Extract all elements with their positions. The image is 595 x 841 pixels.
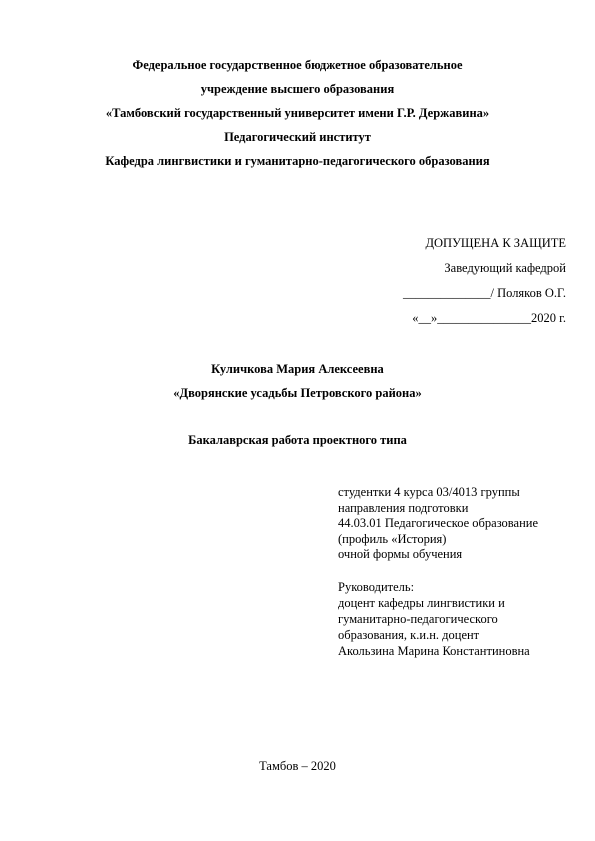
student-direction: 44.03.01 Педагогическое образование [338,516,539,530]
supervisor-name: Акользина Марина Константиновна [338,644,530,658]
supervisor-line-2: гуманитарно-педагогического [338,612,498,626]
author-name: Куличкова Мария Алексеевна [211,362,384,376]
approval-position: Заведующий кафедрой [444,261,566,275]
university-name: «Тамбовский государственный университет имени Г.Р. Державина» [105,106,490,120]
work-title: «Дворянские усадьбы Петровского района» [173,386,422,400]
approval-date: «__»_______________2020 г. [412,311,566,325]
institution-line-1: Федеральное государственное бюджетное образовательное [132,58,463,72]
supervisor-line-3: образования, к.и.н. доцент [338,628,480,642]
supervisor-label: Руководитель: [338,580,415,594]
student-study-form: очной формы обучения [338,547,463,561]
approval-title: ДОПУЩЕНА К ЗАЩИТЕ [425,236,566,250]
work-type: Бакалаврская работа проектного типа [188,433,407,447]
department-name: Кафедра лингвистики и гуманитарно-педагогического образования [105,154,490,168]
student-course: студентки 4 курса 03/4013 группы [338,485,520,499]
institution-line-2: учреждение высшего образования [200,82,395,96]
institute-name: Педагогический институт [224,130,371,144]
student-direction-label: направления подготовки [338,500,469,515]
student-profile: (профиль «История) [338,531,447,546]
supervisor-line-1: доцент кафедры лингвистики и [338,596,505,610]
city-year: Тамбов – 2020 [259,759,336,773]
approval-signature: ______________/ Поляков О.Г. [402,286,566,300]
